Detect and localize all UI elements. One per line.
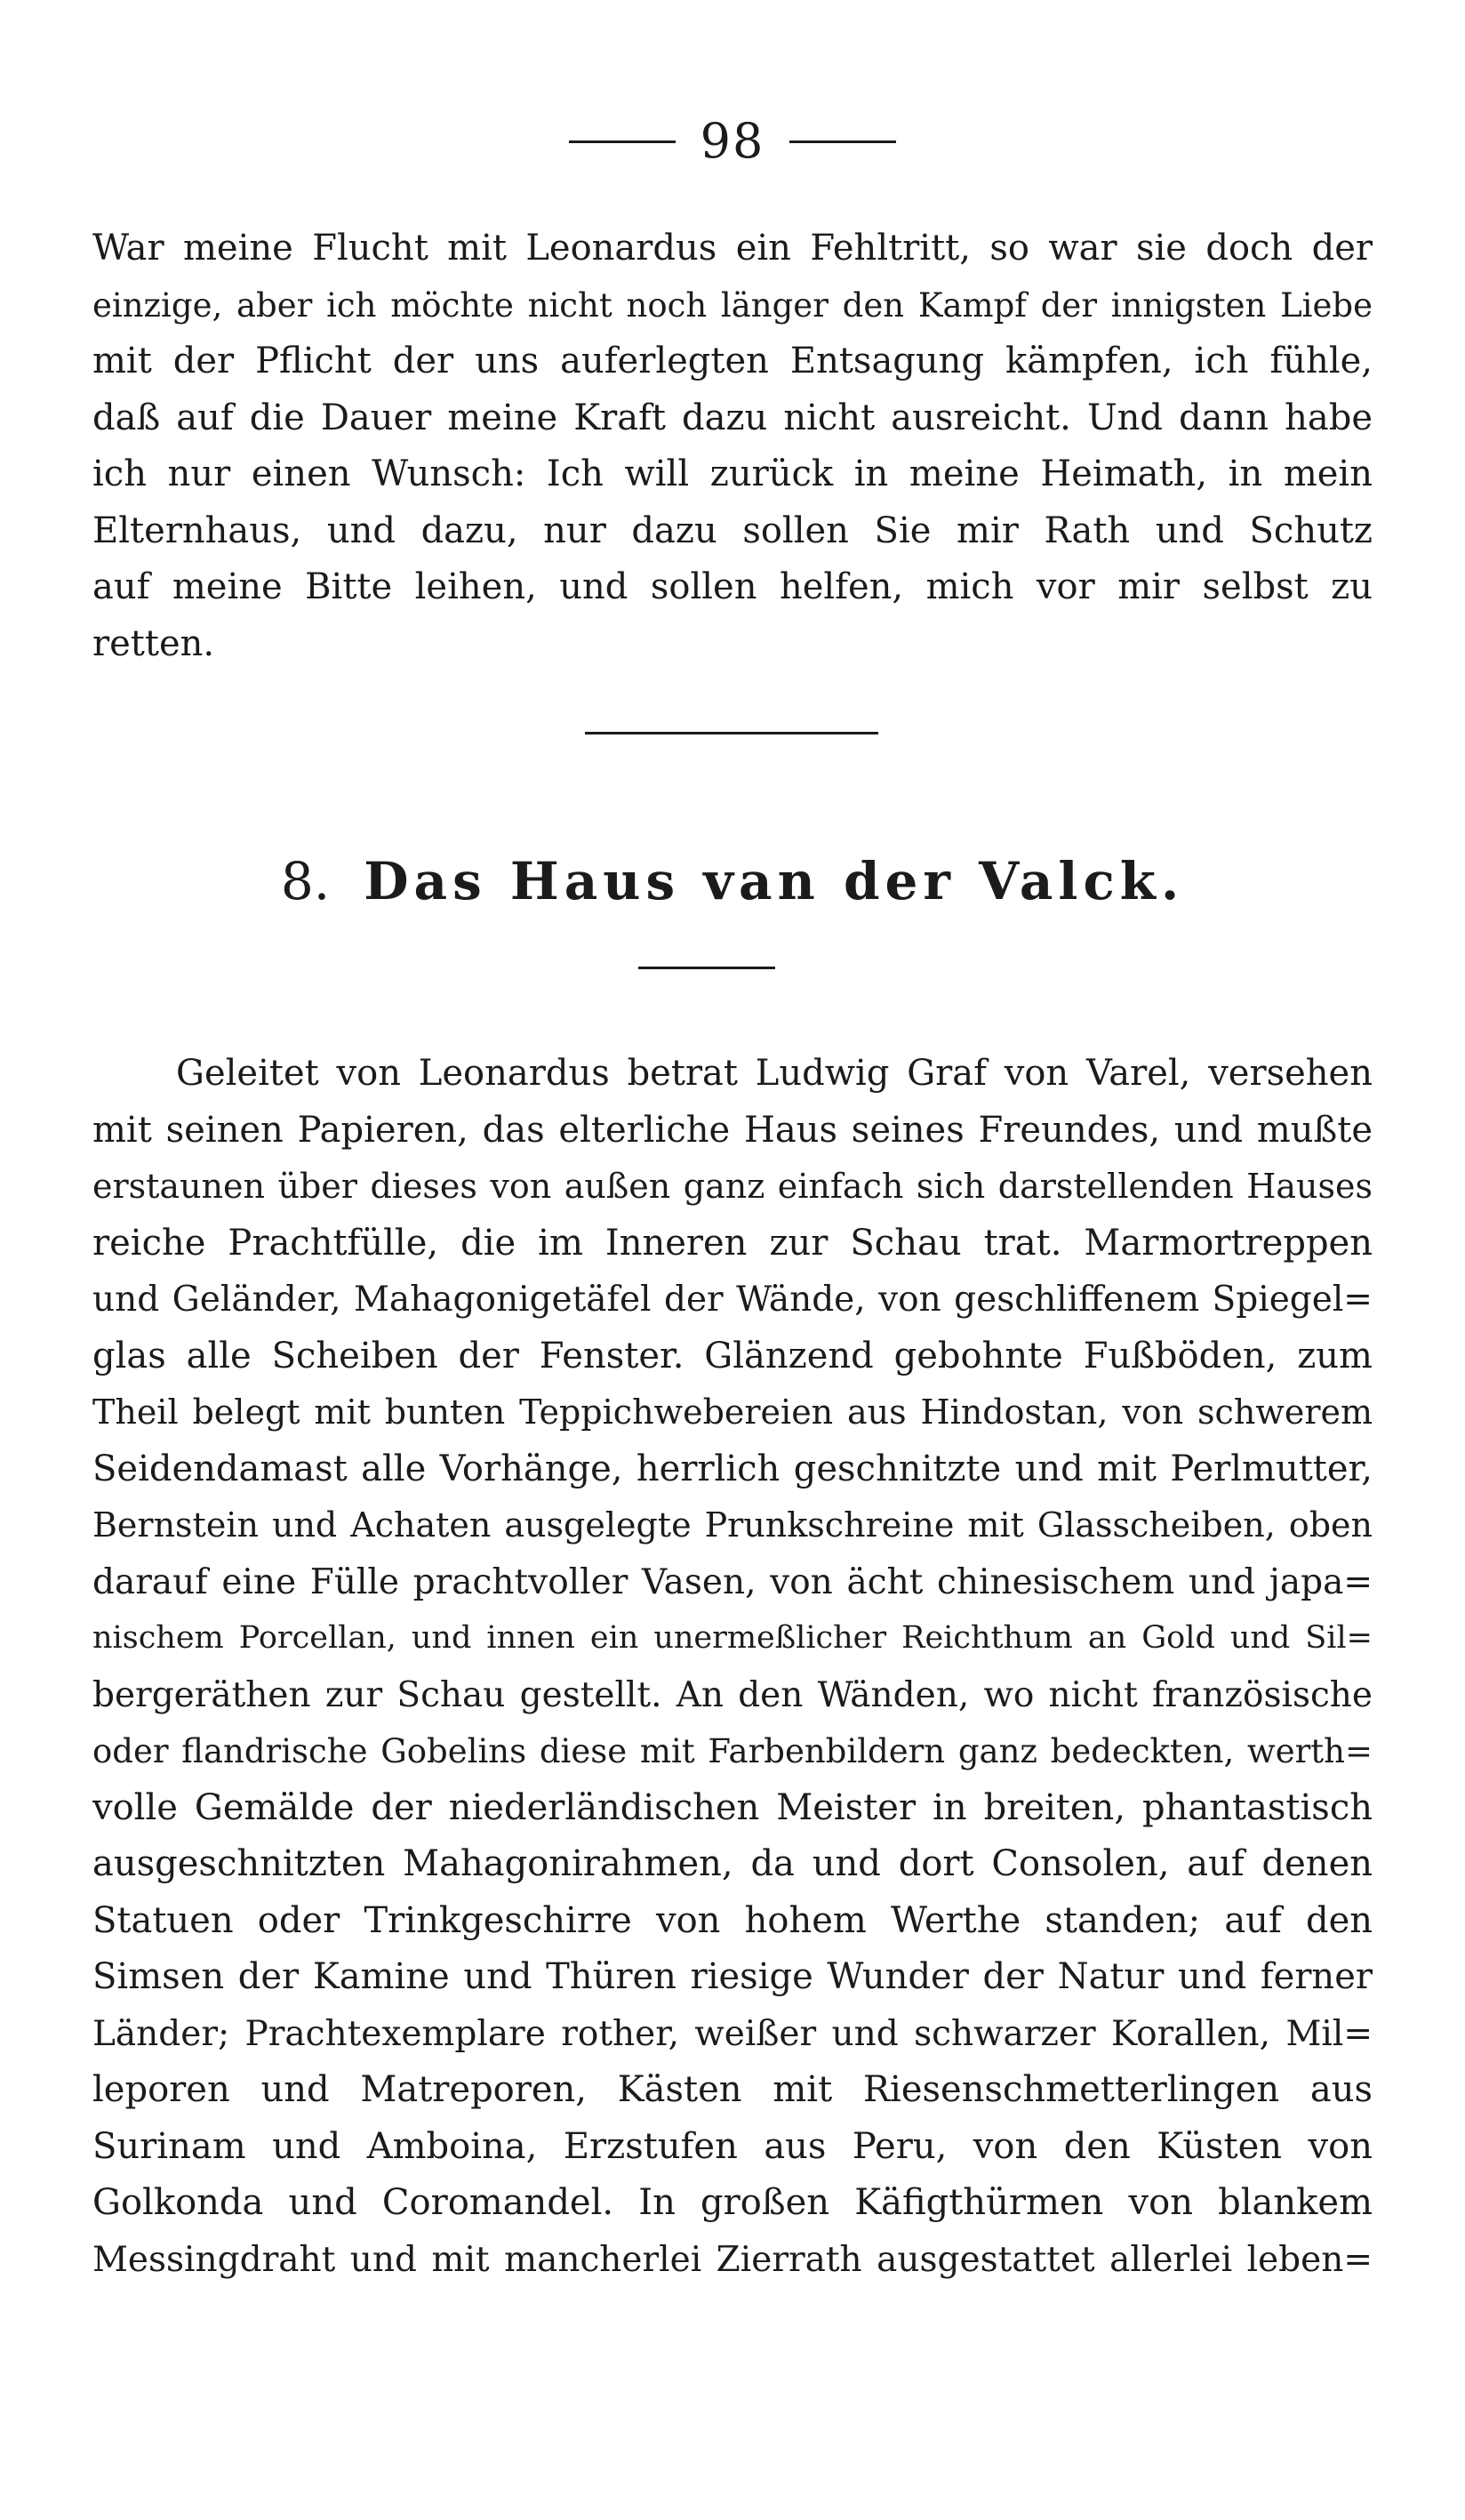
- page-header: [0, 113, 1465, 169]
- text-line: oder flandrische Gobelins diese mit Farbenbildern ganz bedeckten, werth=: [92, 1732, 1373, 1770]
- text-line: Länder; Prachtexemplare rother, weißer und schwarzer Korallen, Mil=: [92, 2013, 1373, 2054]
- header-dash-left: [569, 140, 676, 143]
- chapter-title: Das Haus van der Valck.: [364, 851, 1185, 911]
- text-line: Elternhaus, und dazu, nur dazu sollen Sie mir Rath und Schutz: [92, 510, 1373, 551]
- header-dash-right: [789, 140, 896, 143]
- text-line: retten.: [92, 622, 215, 664]
- text-line: mit seinen Papieren, das elterliche Haus seines Freundes, und mußte: [92, 1109, 1373, 1151]
- text-line: Seidendamast alle Vorhänge, herrlich geschnitzte und mit Perlmutter,: [92, 1448, 1373, 1489]
- page-number: 98: [700, 113, 765, 169]
- text-line: War meine Flucht mit Leonardus ein Fehltritt, so war sie doch der: [92, 228, 1373, 269]
- paragraph-2: [92, 1046, 1373, 2288]
- text-line: Golkonda und Coromandel. In großen Käfigthürmen von blankem: [92, 2182, 1373, 2223]
- text-line: nischem Porcellan, und innen ein unermeßlicher Reichthum an Gold und Sil=: [92, 1620, 1373, 1656]
- text-line: einzige, aber ich möchte nicht noch länger den Kampf der innigsten Liebe: [92, 285, 1373, 325]
- text-line: bergeräthen zur Schau gestellt. An den Wänden, wo nicht französische: [92, 1674, 1373, 1715]
- text-line: Geleitet von Leonardus betrat Ludwig Graf von Varel, versehen: [176, 1053, 1373, 1094]
- text-line: Statuen oder Trinkgeschirre von hohem Werthe standen; auf den: [92, 1899, 1373, 1941]
- text-line: leporen und Matreporen, Kästen mit Riesenschmetterlingen aus: [92, 2069, 1373, 2110]
- chapter-number: 8.: [280, 851, 331, 911]
- paragraph-1: [92, 221, 1373, 672]
- chapter-heading: [0, 850, 1465, 912]
- text-line: auf meine Bitte leihen, und sollen helfen, mich vor mir selbst zu: [92, 566, 1373, 607]
- text-line: mit der Pflicht der uns auferlegten Entsagung kämpfen, ich fühle,: [92, 341, 1373, 381]
- text-line: erstaunen über dieses von außen ganz einfach sich darstellenden Hauses: [92, 1167, 1373, 1206]
- text-line: Theil belegt mit bunten Teppichwebereien aus Hindostan, von schwerem: [92, 1392, 1373, 1432]
- text-line: ausgeschnitzten Mahagonirahmen, da und dort Consolen, auf denen: [92, 1843, 1373, 1884]
- text-line: und Geländer, Mahagonigetäfel der Wände, von geschliffenem Spiegel=: [92, 1280, 1373, 1320]
- text-line: ich nur einen Wunsch: Ich will zurück in meine Heimath, in mein: [92, 453, 1373, 494]
- text-line: Messingdraht und mit mancherlei Zierrath ausgestattet allerlei leben=: [92, 2239, 1373, 2280]
- text-line: Surinam und Amboina, Erzstufen aus Peru, von den Küsten von: [92, 2125, 1373, 2167]
- text-line: Bernstein und Achaten ausgelegte Prunkschreine mit Glasscheiben, oben: [92, 1505, 1373, 1545]
- heading-underline: [638, 967, 775, 969]
- text-line: darauf eine Fülle prachtvoller Vasen, von ächt chinesischem und japa=: [92, 1561, 1373, 1602]
- text-line: glas alle Scheiben der Fenster. Glänzend gebohnte Fußböden, zum: [92, 1335, 1373, 1376]
- text-line: volle Gemälde der niederländischen Meister in breiten, phantastisch: [92, 1786, 1373, 1828]
- text-line: daß auf die Dauer meine Kraft dazu nicht ausreicht. Und dann habe: [92, 397, 1373, 438]
- text-line: Simsen der Kamine und Thüren riesige Wunder der Natur und ferner: [92, 1956, 1373, 1997]
- section-divider: [585, 732, 878, 734]
- text-line: reiche Prachtfülle, die im Inneren zur Schau trat. Marmortreppen: [92, 1222, 1373, 1264]
